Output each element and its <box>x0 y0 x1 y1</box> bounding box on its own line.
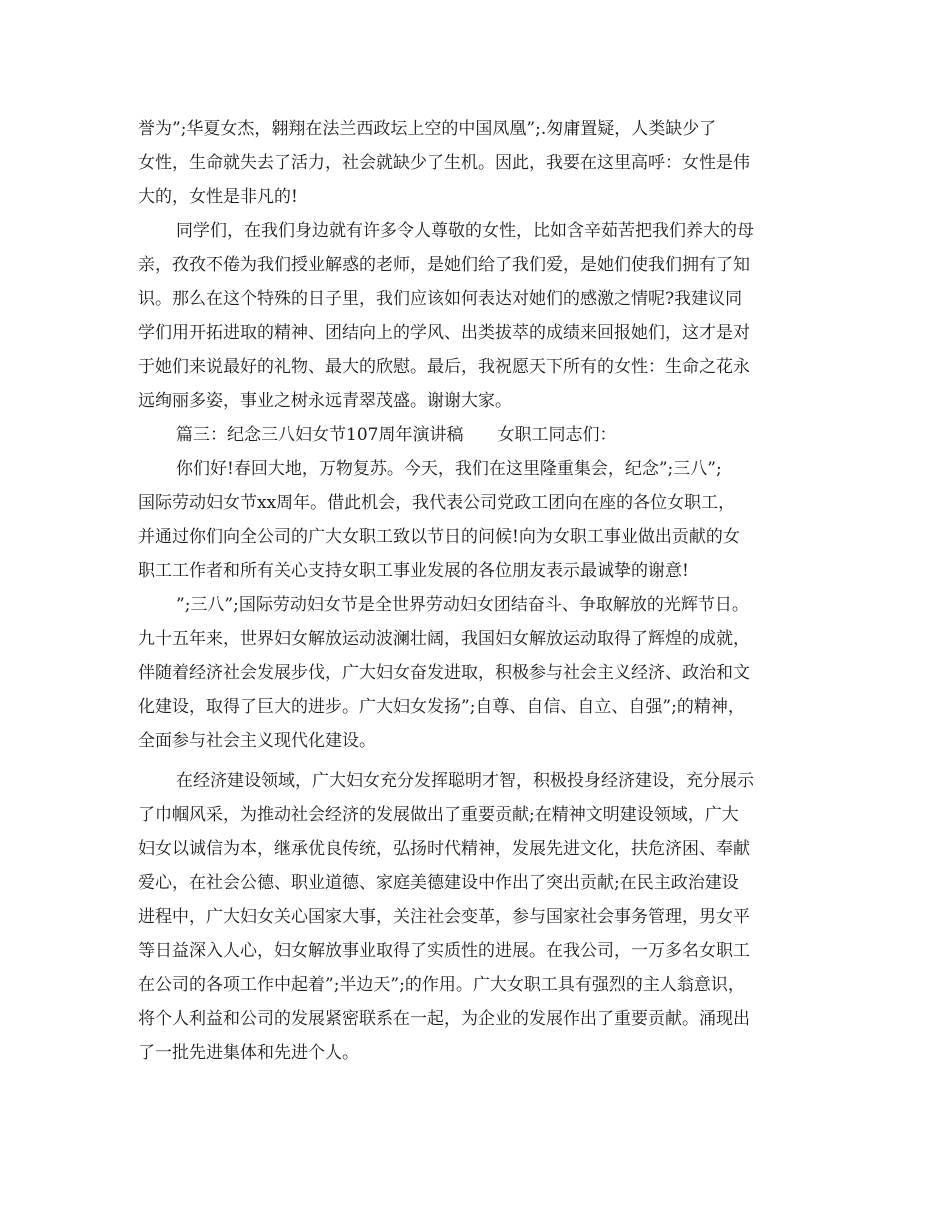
text-line: 识。那么在这个特殊的日子里，我们应该如何表达对她们的感激之情呢?我建议同 <box>138 289 743 309</box>
text-line: 亲，孜孜不倦为我们授业解惑的老师，是她们给了我们爱，是她们使我们拥有了知 <box>138 255 750 275</box>
text-line: 进程中，广大妇女关心国家大事，关注社会变革，参与国家社会事务管理，男女平 <box>138 907 750 927</box>
paragraph-start-line: 你们好!春回大地，万物复苏。今天，我们在这里隆重集会，纪念”;三八”; <box>176 459 722 479</box>
paragraph-start-line: 同学们，在我们身边就有许多令人尊敬的女性，比如含辛茹苦把我们养大的母 <box>176 221 754 241</box>
document-body <box>138 112 828 1070</box>
text-line: 学们用开拓进取的精神、团结向上的学风、出类拔萃的成绩来回报她们，这才是对 <box>138 323 750 343</box>
text-line: 了一批先进集体和先进个人。 <box>138 1043 359 1063</box>
text-line: 在公司的各项工作中起着”;半边天”;的作用。广大女职工具有强烈的主人翁意识， <box>138 975 745 995</box>
text-line: 女性，生命就失去了活力，社会就缺少了生机。因此，我要在这里高呼：女性是伟 <box>138 153 750 173</box>
text-line: 九十五年来，世界妇女解放运动波澜壮阔，我国妇女解放运动取得了辉煌的成就， <box>138 629 750 649</box>
text-line: 大的，女性是非凡的! <box>138 187 298 207</box>
text-line: 远绚丽多姿，事业之树永远青翠茂盛。谢谢大家。 <box>138 391 512 411</box>
text-line: 誉为”;华夏女杰，翱翔在法兰西政坛上空的中国凤凰”;.匆庸置疑，人类缺少了 <box>138 119 717 139</box>
text-line: 全面参与社会主义现代化建设。 <box>138 731 376 751</box>
text-line: 职工工作者和所有关心支持女职工事业发展的各位朋友表示最诚挚的谢意! <box>138 561 689 581</box>
text-line: 并通过你们向全公司的广大女职工致以节日的问候!向为女职工事业做出贡献的女 <box>138 527 740 547</box>
text-line: 于她们来说最好的礼物、最大的欣慰。最后，我祝愿天下所有的女性：生命之花永 <box>138 357 750 377</box>
paragraph-start-line: ”;三八”;国际劳动妇女节是全世界劳动妇女团结奋斗、争取解放的光辉节日。 <box>176 595 749 615</box>
text-line: 伴随着经济社会发展步伐，广大妇女奋发进取，积极参与社会主义经济、政治和文 <box>138 663 750 683</box>
paragraph-start-line: 在经济建设领域，广大妇女充分发挥聪明才智，积极投身经济建设，充分展示 <box>176 771 754 791</box>
text-line: 等日益深入人心，妇女解放事业取得了实质性的进展。在我公司，一万多名女职工 <box>138 941 750 961</box>
text-line: 将个人利益和公司的发展紧密联系在一起，为企业的发展作出了重要贡献。涌现出 <box>138 1009 750 1029</box>
text-line: 化建设，取得了巨大的进步。广大妇女发扬”;自尊、自信、自立、自强”;的精神， <box>138 697 745 717</box>
text-line: 爱心，在社会公德、职业道德、家庭美德建设中作出了突出贡献;在民主政治建设 <box>138 873 739 893</box>
text-line: 妇女以诚信为本，继承优良传统，弘扬时代精神，发展先进文化，扶危济困、奉献 <box>138 839 750 859</box>
section-heading-line: 篇三：纪念三八妇女节107周年演讲稿 女职工同志们： <box>176 425 617 445</box>
text-line: 了巾帼风采，为推动社会经济的发展做出了重要贡献;在精神文明建设领域，广大 <box>138 805 739 825</box>
text-line: 国际劳动妇女节xx周年。借此机会，我代表公司党政工团向在座的各位女职工， <box>138 493 736 513</box>
